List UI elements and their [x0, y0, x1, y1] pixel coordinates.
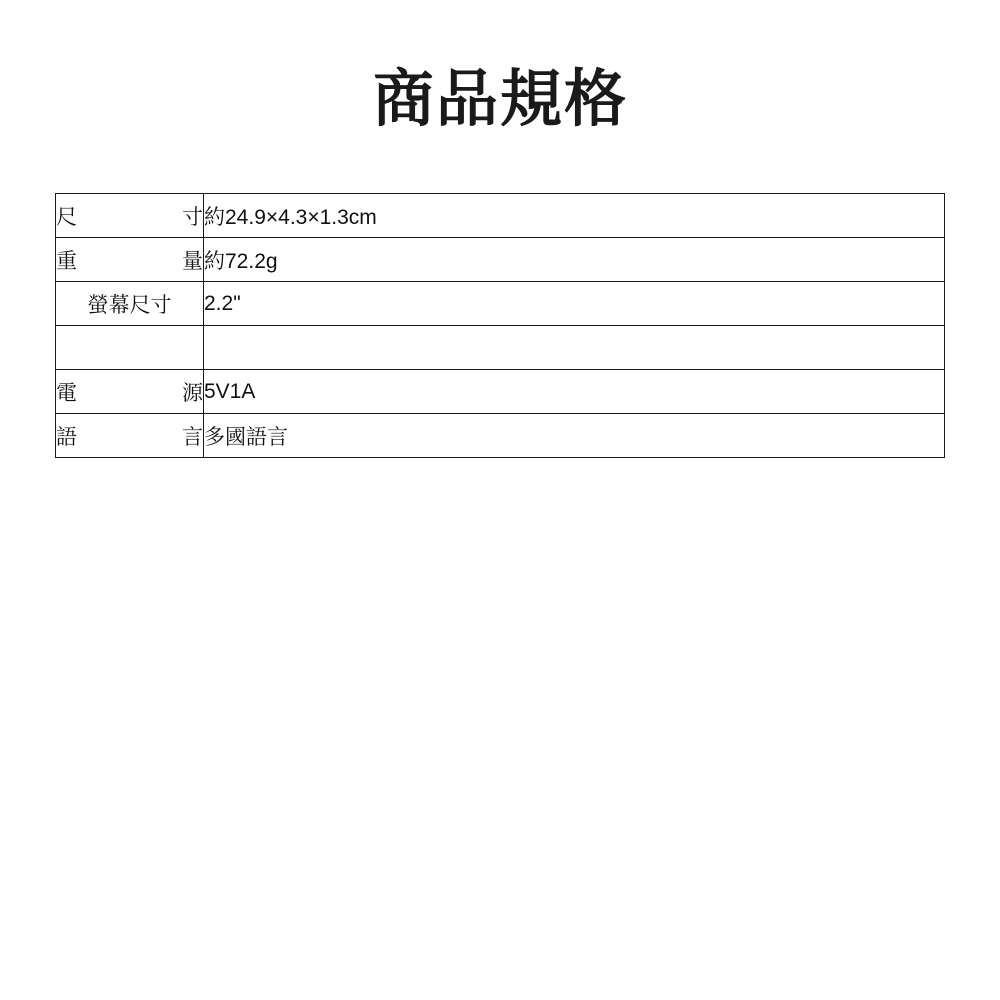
- table-row: [56, 414, 945, 458]
- specification-table: [55, 193, 945, 458]
- specification-table-body: [56, 194, 945, 458]
- spec-label-text: 螢幕尺寸: [87, 293, 172, 317]
- spec-label-char: 語: [56, 425, 77, 449]
- spec-label-char: 尺: [56, 205, 77, 229]
- table-row: [56, 370, 945, 414]
- spec-label-text: [56, 201, 203, 231]
- spec-label-cell: [56, 194, 204, 238]
- spec-label-text: [56, 377, 203, 407]
- spec-value-cell: 5V1A: [204, 370, 945, 414]
- spec-label-char: 源: [182, 381, 203, 405]
- spec-value-cell: 2.2": [204, 282, 945, 326]
- spec-value-cell: 多國語言: [204, 414, 945, 458]
- spec-label-cell: [56, 370, 204, 414]
- specification-table-container: [55, 193, 945, 458]
- spec-label-text: [56, 245, 203, 275]
- table-row: [56, 194, 945, 238]
- table-row: [56, 282, 945, 326]
- spec-label-char: 寸: [182, 205, 203, 229]
- spec-value-cell-empty: [204, 326, 945, 370]
- spec-label-cell: [56, 282, 204, 326]
- spec-value-cell: 約24.9×4.3×1.3cm: [204, 194, 945, 238]
- spec-label-char: 量: [182, 249, 203, 273]
- spec-label-text: [56, 421, 203, 451]
- spec-label-cell: [56, 414, 204, 458]
- table-row-empty: [56, 326, 945, 370]
- spec-label-cell-empty: [56, 326, 204, 370]
- table-row: [56, 238, 945, 282]
- spec-label-cell: [56, 238, 204, 282]
- spec-label-char: 重: [56, 249, 77, 273]
- page-title: 商品規格: [371, 62, 628, 135]
- spec-value-cell: 約72.2g: [204, 238, 945, 282]
- spec-label-char: 電: [56, 381, 77, 405]
- spec-label-char: 言: [182, 425, 203, 449]
